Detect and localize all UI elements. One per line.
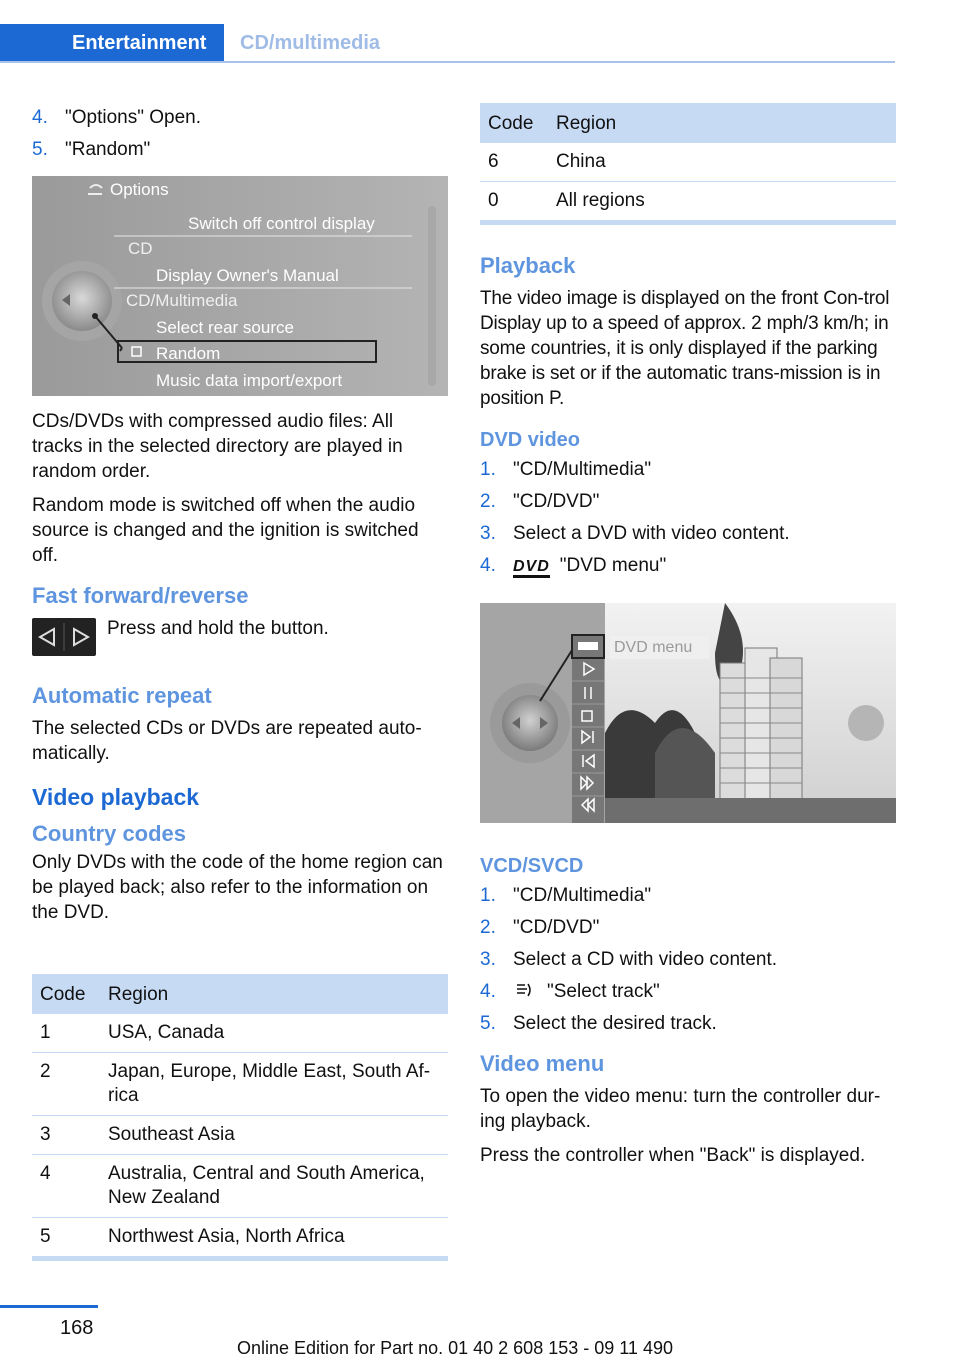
region-table-left [32,974,448,1261]
fast-forward-row [32,616,448,660]
country-codes-text: Only DVDs with the code of the home region can be played back; also refer to the information on the DVD. [32,852,443,923]
table-bottom-rule [480,220,896,225]
list-item: 1. "CD/Multimedia" [480,885,652,906]
menu-item-rear-source[interactable]: Select rear source [156,318,294,337]
video-menu-back-text: Press the controller when "Back" is displayed. [480,1145,866,1166]
list-item: 3. Select a CD with video content. [480,949,778,970]
list-item: 4. "Select track" [480,981,660,1002]
tab-cd-multimedia[interactable]: CD/multimedia [240,32,381,54]
region-table-right [480,103,896,225]
dvd-logo-icon: DVD [513,559,550,578]
tab-entertainment[interactable]: Entertainment [0,24,224,62]
table-header-row [32,974,448,1014]
playback-text: The video image is displayed on the front Con‐trol Display up to a speed of approx. 2 mph/3 km/h; in some countries, it is only displayed if the parking brake is set or if the automatic trans‐mission is in position P. [480,288,890,409]
video-playback-heading: Video playback [32,784,200,810]
list-item: 2. "CD/DVD" [480,917,600,938]
table-bottom-rule [32,1256,448,1261]
table-row: 5 Northwest Asia, North Africa [40,1226,345,1247]
random-paragraph: CDs/DVDs with compressed audio files: All tracks in the selected directory are played in random order. [32,411,403,482]
list-item: 2. "CD/DVD" [480,491,600,512]
list-item: 5. "Random" [32,139,151,160]
menu-category-cd-multimedia: CD/Multimedia [126,291,238,310]
menu-item-owners-manual[interactable]: Display Owner's Manual [156,266,339,285]
list-item: 5. Select the desired track. [480,1013,717,1034]
menu-item-random[interactable]: Random [156,344,221,363]
automatic-repeat-text: The selected CDs or DVDs are repeated auto‐matically. [32,718,422,764]
random-off-paragraph: Random mode is switched off when the audio source is changed and the ignition is switched off. [32,495,419,566]
playback-heading: Playback [480,253,576,278]
dvd-steps [480,457,896,578]
table-row: 3 Southeast Asia [32,1116,448,1155]
options-screenshot [32,176,448,396]
seek-buttons-icon [32,618,96,656]
country-codes-heading: Country codes [32,821,187,846]
menu-item-switch-off[interactable]: Switch off control display [188,214,375,233]
dvd-video-heading: DVD video [480,429,581,451]
footer-rule [0,1305,98,1308]
right-column-lower [480,853,896,1177]
column-header-region: Region [100,974,448,1014]
dvd-menu-screenshot [480,603,896,823]
options-steps [32,105,448,162]
vcd-steps [480,883,896,1036]
list-item: 4. DVD "DVD menu" [480,555,667,576]
fast-forward-heading: Fast forward/reverse [32,583,249,608]
column-header-code: Code [32,974,100,1014]
header-rule [0,61,895,63]
video-menu-text: To open the video menu: turn the controller dur‐ing playback. [480,1086,881,1132]
table-row: 6 China [480,143,896,182]
page-number: 168 [60,1317,94,1339]
table-row: 0 All regions [488,190,645,211]
options-title: Options [110,180,169,199]
vcd-heading: VCD/SVCD [480,855,584,877]
list-item: 4. "Options" Open. [32,107,202,128]
menu-item-music-import[interactable]: Music data import/export [156,371,343,390]
menu-category-cd: CD [128,239,153,258]
edition-line: Online Edition for Part no. 01 40 2 608 153 - 09 11 490 [237,1338,673,1358]
table-header-row [480,103,896,143]
list-item: 1. "CD/Multimedia" [480,459,652,480]
column-header-region: Region [548,103,896,143]
left-column [32,105,448,169]
video-menu-heading: Video menu [480,1051,605,1076]
list-item: 3. Select a DVD with video content. [480,523,790,544]
table-row: 4 Australia, Central and South America, New Zealand [32,1155,448,1218]
fast-forward-text: Press and hold the button. [107,618,329,639]
column-header-code: Code [480,103,548,143]
table-row: 2 Japan, Europe, Middle East, South Af‐rica [32,1053,448,1116]
table-row: 1 USA, Canada [32,1014,448,1053]
left-column-body [32,409,448,934]
right-column-body [480,252,896,585]
dvd-menu-label: DVD menu [610,636,709,659]
select-track-icon [513,981,535,999]
automatic-repeat-heading: Automatic repeat [32,683,212,708]
